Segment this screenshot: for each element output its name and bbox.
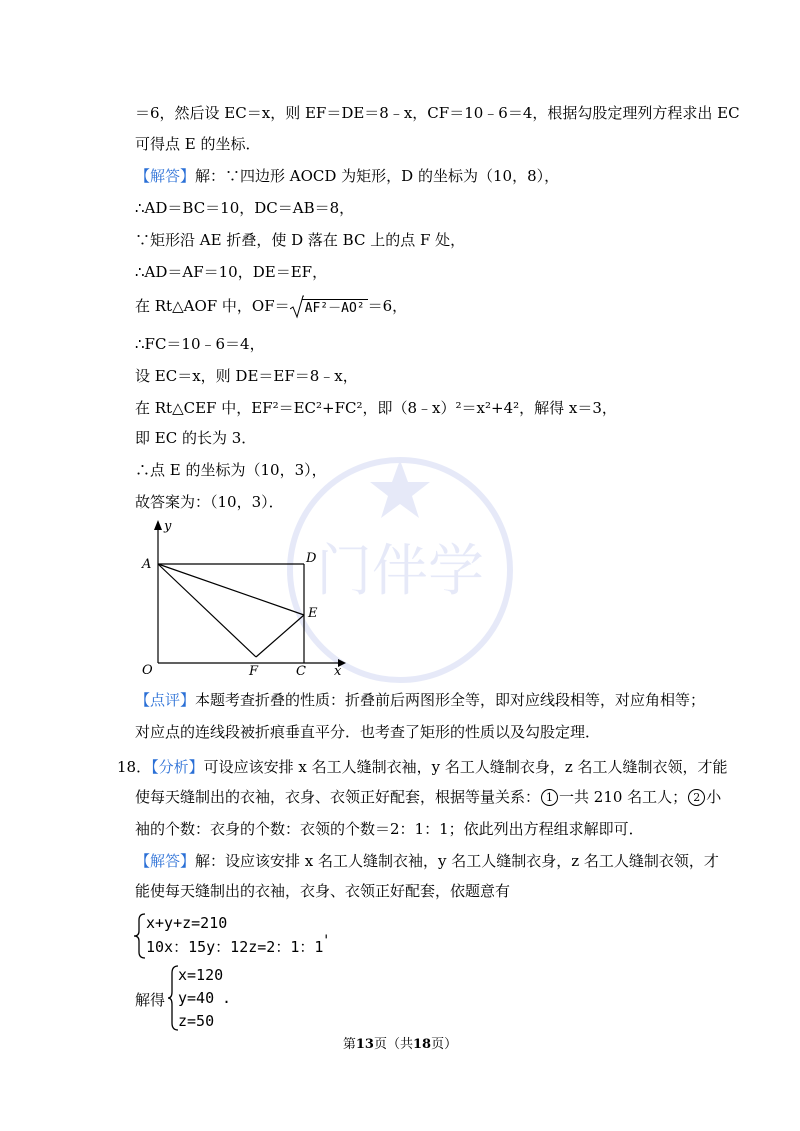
solution-y: y=40 (178, 989, 215, 1007)
text-line-9: 设 EC＝x，则 DE＝EF＝8﹣x， (135, 367, 358, 385)
page-total: 18 (413, 1037, 432, 1052)
segment-AF (158, 564, 256, 657)
system-equation-1: x+y+z=210 (146, 914, 228, 932)
solution-period: . (222, 989, 232, 1007)
system-comma: ' (322, 933, 331, 949)
point-E-label: E (308, 606, 318, 621)
segment-AE (158, 564, 304, 615)
answer-tag: 【解答】 (135, 167, 196, 185)
geometry-figure (138, 518, 348, 678)
text-line-6: ∴AD＝AF＝10，DE＝EF， (135, 263, 328, 281)
page-footer: 第13页（共18页） (342, 1037, 458, 1052)
sqrt-radicand: AF²－AO² (302, 299, 368, 318)
comment-line-2: 对应点的连线段被折痕垂直平分．也考查了矩形的性质以及勾股定理． (135, 723, 601, 741)
solution-x: x=120 (178, 966, 224, 984)
answer-18-text: 解：设应该安排 x 名工人缝制衣袖，y 名工人缝制衣身，z 名工人缝制衣领，才 (195, 852, 719, 870)
text-line-12: ∴点 E 的坐标为（10，3）， (135, 461, 327, 479)
comment-line-1 (135, 690, 705, 710)
analysis-tag: 【分析】 (151, 758, 204, 776)
comment-text: 本题考查折叠的性质：折叠前后两图形全等，即对应线段相等，对应角相等； (195, 691, 706, 709)
sqrt-result: ＝6， (367, 297, 408, 315)
circled-number-1: 1 (541, 789, 558, 806)
text-line-2: 可得点 E 的坐标． (135, 135, 261, 153)
comment-tag: 【点评】 (135, 691, 196, 709)
answer-text: 解：∵四边形 AOCD 为矩形，D 的坐标为（10，8）， (195, 167, 560, 185)
analysis-text-2c: 小 (706, 788, 722, 806)
question-number: 18． (117, 758, 152, 776)
text-line-1: ＝6，然后设 EC＝x，则 EF＝DE＝8﹣x，CF＝10﹣6＝4，根据勾股定理列方程求出 EC (135, 104, 740, 122)
text-line-8: ∴FC＝10﹣6＝4， (135, 335, 265, 353)
y-axis-arrow (154, 520, 162, 530)
text-line-11: 即 EC 的长为 3． (135, 429, 257, 447)
question-18-analysis (117, 757, 728, 777)
y-axis-label: y (164, 519, 172, 534)
solution-label: 解得 (135, 991, 166, 1009)
system-equation-2: 10x：15y：12z=2：1：1 (146, 938, 324, 956)
point-F-label: F (249, 664, 259, 678)
circled-number-2: 2 (688, 789, 705, 806)
text-line-4: ∴AD＝BC＝10，DC＝AB＝8， (135, 199, 355, 217)
solution-z: z=50 (178, 1012, 215, 1030)
answer-18-tag: 【解答】 (135, 852, 196, 870)
analysis-text: 可设应该安排 x 名工人缝制衣袖，y 名工人缝制衣身，z 名工人缝制衣领，才能 (203, 758, 728, 776)
analysis-text-2b: 一共 210 名工人； (559, 788, 688, 806)
text-line-5: ∵矩形沿 AE 折叠，使 D 落在 BC 上的点 F 处， (135, 231, 466, 249)
segment-FE (256, 615, 304, 657)
point-A-label: A (142, 557, 152, 572)
text-line-7 (135, 296, 407, 318)
x-axis-label: x (334, 664, 342, 678)
analysis-text-2: 使每天缝制出的衣袖，衣身、衣领正好配套，根据等量关系： (135, 788, 541, 806)
analysis-line-3: 袖的个数：衣身的个数：衣领的个数＝2：1：1；依此列出方程组求解即可． (135, 820, 644, 838)
sqrt-expression (290, 297, 368, 318)
text-line-13: 故答案为：（10，3）． (135, 493, 284, 511)
answer-18-line-1 (135, 851, 719, 871)
watermark-text: 门伴学 (316, 539, 484, 604)
sqrt-prefix: 在 Rt△AOF 中，OF＝ (135, 297, 290, 315)
point-C-label: C (296, 664, 306, 678)
point-O-label: O (142, 663, 153, 678)
analysis-line-2 (135, 787, 721, 807)
answer-line-1 (135, 166, 559, 186)
point-D-label: D (306, 551, 317, 566)
answer-18-line-2: 能使每天缝制出的衣袖，衣身、衣领正好配套，依题意有 (135, 882, 511, 900)
page-number: 13 (355, 1037, 374, 1052)
text-line-10: 在 Rt△CEF 中，EF²＝EC²+FC²，即（8﹣x）²＝x²+4²，解得 x＝3， (135, 399, 617, 417)
